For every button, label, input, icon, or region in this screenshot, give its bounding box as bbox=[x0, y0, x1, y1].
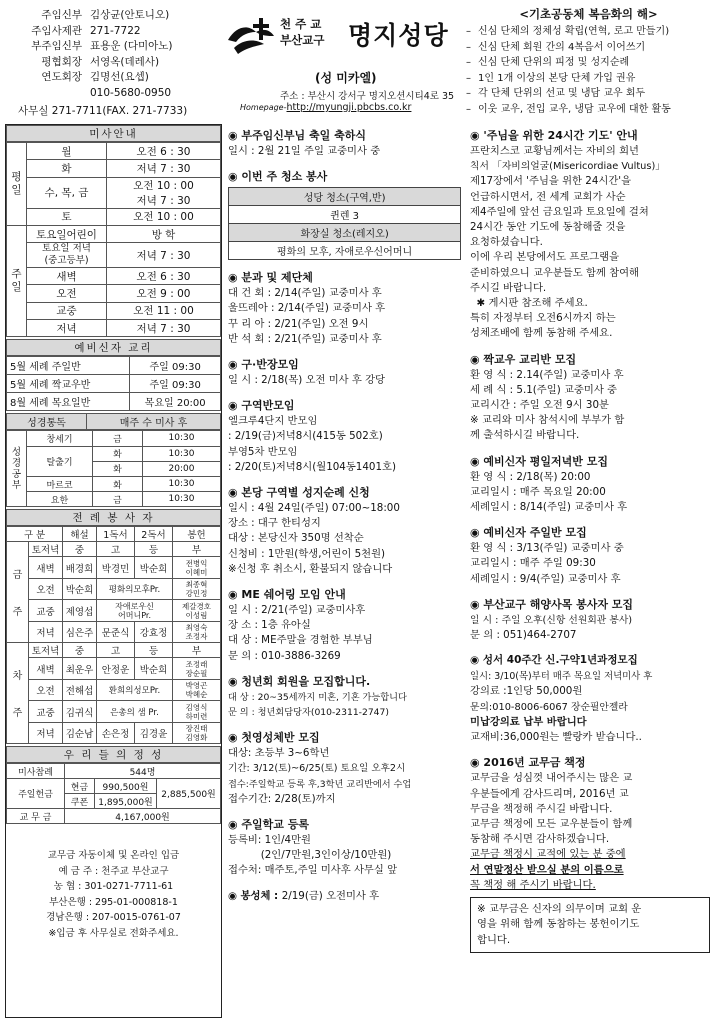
notice-district-meeting: ◉ 구역반모임 엘크루4단지 반모임 : 2/19(금)저녁8시(415동 502호) 부영5차 반모임 : 2/20(토)저녁8시(월104동1401호) bbox=[228, 399, 396, 473]
notice-sunday-school: ◉ 주일학교 등록 등록비: 1인/4만원 (2인/7만원,3인이상/10만원) 접수처: 매주토,주일 미사후 사무실 앞 bbox=[228, 818, 398, 877]
homepage-link[interactable]: http://myungji.pbcbs.co.kr bbox=[286, 102, 412, 113]
bank-transfer-info: 교무금 자동이체 및 온라인 입금 예 금 주 : 천주교 부산교구 농 협 : 301-0271-7711-61 부산은행 : 295-01-000818-1 경남은행 : 207-0015-0761-07 ※입금 후 사무실로 전화주세요. bbox=[46, 850, 181, 939]
staff-row: 연도회장 김명선(요셉) bbox=[41, 71, 149, 83]
bible-study-table bbox=[6, 430, 221, 507]
left-info-column bbox=[5, 124, 222, 1018]
table-row: 성 경 공 부 창세기 금 10:30 bbox=[7, 431, 221, 446]
table-row: 교중 오전 11 : 00 bbox=[7, 302, 221, 319]
motto-item: – 이웃 교우, 전입 교우, 냉담 교우에 대한 활동 bbox=[466, 103, 671, 115]
org-line-diocese: 부산교구 bbox=[280, 33, 325, 47]
middle-notice-column bbox=[228, 124, 466, 914]
table-row: 차 주 토저녁 중 고 등 부 bbox=[7, 643, 221, 658]
table-row: 토요일 저녁 (중고등부) 저녁 7 : 30 bbox=[7, 243, 221, 268]
yearly-motto bbox=[466, 6, 711, 118]
office-phone: 사무실 271-7711(FAX. 271-7733) bbox=[18, 105, 188, 117]
cleaning-table: 성당 청소(구역,반) 퀸렌 3 화장실 청소(레지오) 평화의 모후, 자애로우신어머니 bbox=[228, 187, 461, 260]
table-row: 5월 세례 주일반 주일 09:30 bbox=[7, 357, 221, 375]
catechism-table bbox=[6, 356, 221, 411]
motto-item: – 신심 단체의 정체성 확립(연혁, 로고 만들기) bbox=[466, 26, 670, 37]
weekday-label: 평 일 bbox=[7, 143, 27, 226]
notice-couple-catechism: ◉ 짝교우 교리반 모집 환 영 식 : 2.14(주일) 교중미사 후 세 례 식 : 5.1(주일) 교중미사 중 교리시간 : 주일 오전 9시 30분 ※ 교리와 미사 참석시에 부부가 함 께 출석하시길 바랍니다. bbox=[470, 352, 625, 442]
table-row: 새벽 최운우 안정운 박순희 조정래 장순필 bbox=[7, 658, 221, 680]
parish-name: 명지성당 bbox=[348, 21, 449, 50]
staff-row: 부주임신부 표용운 (다미아노) bbox=[31, 40, 173, 52]
catechism-title: 예비신자 교리 bbox=[6, 339, 221, 356]
table-row: 오전 오전 9 : 00 bbox=[7, 285, 221, 302]
table-row: 탈출기 화 10:30 bbox=[7, 446, 221, 461]
notice-pilgrimage: ◉ 본당 구역별 성지순례 신청 일시 : 4월 24일(주일) 07:00~18:00 장소 : 대구 한티성지 대상 : 본당신자 350명 선착순 신청비 : 1만원(학생,어린이 5천원) ※신청 후 취소시, 환불되지 않습니다 bbox=[228, 486, 400, 575]
org-line-catholic: 천 주 교 bbox=[280, 17, 322, 31]
offerings-title: 우 리 들 의 정 성 bbox=[6, 746, 221, 763]
table-row: 화 저녁 7 : 30 bbox=[7, 160, 221, 177]
notice-feast-celebration: ◉ 부주임신부님 축일 축하식 일시 : 2월 21일 주일 교중미사 중 bbox=[228, 129, 381, 157]
dove-cross-logo-icon bbox=[226, 14, 276, 58]
motto-item: – 신심 단체 회원 간의 4복음서 이어쓰기 bbox=[466, 41, 646, 53]
table-row: 요한 금 10:30 bbox=[7, 492, 221, 507]
altar-servers-table bbox=[6, 526, 221, 744]
notice-maritime-ministry: ◉ 부산교구 해양사목 봉사자 모집 일 시 : 주일 오후(신항 선원회관 봉사) 문 의 : 051)464-2707 bbox=[470, 597, 634, 642]
notice-home-communion: ◉ 봉성체 : 2/19(금) 오전미사 후 bbox=[228, 889, 380, 902]
table-row: 오전 전해섭 환희의성모Pr. 박영곤 박혜순 bbox=[7, 679, 221, 701]
table-row: 미사참례 544명 bbox=[7, 764, 221, 779]
patron-saint: (성 미카엘) bbox=[315, 71, 377, 85]
offerings-table bbox=[6, 763, 221, 824]
table-row: 새벽 배경희 박경민 박순희 전병익 이혜미 bbox=[7, 557, 221, 579]
staff-directory bbox=[4, 8, 214, 118]
mass-guide-title: 미사안내 bbox=[6, 125, 221, 142]
notice-tithe-pledge: ◉ 2016년 교무금 책정 교무금을 성심껏 내어주시는 많은 교 우분들에게 감사드리며, 2016년 교 무금을 책정해 주시길 바랍니다. 교무금 책정에 모든 교우분들이 함께 동참해 주시면 감사하겠습니다. 교무금 책정시 교적에 있는 분 중에 서 연말정산 받으실 분의 이름으로 꼭 책정 해 주시기 바랍니다. ※ 교무금은 신자의 의무이며 교회 운 영을 위해 함께 동참하는 봉헌이기도 합니다. bbox=[470, 755, 710, 953]
table-row: 교중 김귀식 은총의 샘 Pr. 김영식 하미련 bbox=[7, 701, 221, 723]
table-row: 저녁 김순남 손은정 김경윤 장진태 김영화 bbox=[7, 722, 221, 744]
table-row: 구 분 해설 1독서 2독서 봉헌 bbox=[7, 527, 221, 542]
table-row: 교중 제영섭 자애로우신 어머니Pr. 제갈경호 이성림 bbox=[7, 600, 221, 622]
table-row: 저녁 심은주 문준식 강효정 최영숙 조정자 bbox=[7, 621, 221, 643]
staff-row: 010-5680-0950 bbox=[90, 86, 172, 99]
altar-servers-title: 전 례 봉 사 자 bbox=[6, 509, 221, 526]
motto-item: – 각 단체 단위의 선교 및 냉담 교우 회두 bbox=[466, 88, 646, 100]
bulletin-header bbox=[4, 2, 711, 120]
homepage-label: Homepage- bbox=[240, 103, 287, 112]
notice-bible-course: ◉ 성서 40주간 신.구약1년과정모집 일시: 3/10(목)부터 매주 목요일 저녁미사 후 강의료 :1인당 50,000원 문의:010-8006-6067 장순필안젤라 미납강의료 납부 바랍니다 교재비:36,000원는 빨랑카 받습니다.. bbox=[470, 654, 653, 744]
bible-reading-header: 성경통독 매주 수 미사 후 bbox=[6, 413, 221, 430]
table-row: 쿠폰 1,895,000원 bbox=[7, 794, 221, 809]
notice-youth-group: ◉ 청년회 회원을 모집합니다. 대 상 : 20~35세까지 미혼, 기혼 가능합니다 문 의 : 청년회담당자(010-2311-2747) bbox=[228, 674, 407, 719]
notice-me-sharing: ◉ ME 쉐어링 모임 안내 일 시 : 2/21(주일) 교중미사후 장 소 : 1층 유아실 대 상 : ME주말을 경험한 부부님 문 의 : 010-3886-3269 bbox=[228, 588, 373, 662]
table-row: 토 오전 10 : 00 bbox=[7, 208, 221, 225]
notice-leaders-meeting: ◉ 구·반장모임 일 시 : 2/18(목) 오전 미사 후 강당 bbox=[228, 358, 386, 387]
table-row: 교 무 금 4,167,000원 bbox=[7, 809, 221, 824]
table-row: 5월 세례 짝교우반 주일 09:30 bbox=[7, 375, 221, 393]
notice-first-communion: ◉ 첫영성체반 모집 대상: 초등부 3~6학년 기간: 3/12(토)~6/25(토) 토요일 오후2시 접수:주일학교 등록 후,3학년 교리반에서 수업 접수기간: 2/28(토)까지 bbox=[228, 731, 412, 805]
sunday-label: 주 일 bbox=[7, 225, 27, 336]
right-notice-column bbox=[470, 124, 710, 963]
notice-weekday-catechumen: ◉ 예비신자 평일저녁반 모집 환 영 식 : 2/18(목) 20:00 교리일시 : 매주 목요일 20:00 세례일시 : 8/14(주일) 교중미사 후 bbox=[470, 454, 628, 514]
bible-study-label: 성 경 공 부 bbox=[7, 431, 27, 507]
table-row: 수, 목, 금 오전 10 : 00 bbox=[7, 177, 221, 193]
table-row: 8월 세례 목요일반 목요일 20:00 bbox=[7, 393, 221, 411]
notice-sunday-catechumen: ◉ 예비신자 주일반 모집 환 영 식 : 3/13(주일) 교중미사 중 교리일시 : 매주 주일 09:30 세례일시 : 9/4(주일) 교중미사 후 bbox=[470, 526, 624, 585]
notice-groups: ◉ 분과 및 제단체 대 건 회 : 2/14(주일) 교중미사 후 울뜨레아 : 2/14(주일) 교중미사 후 꾸 리 아 : 2/21(주일) 오전 9시 반 석 회 : 2/21(주일) 교중미사 후 bbox=[228, 271, 386, 345]
table-row: 새벽 오전 6 : 30 bbox=[7, 268, 221, 285]
table-row: 마르코 화 10:30 bbox=[7, 476, 221, 491]
motto-item: – 1인 1개 이상의 본당 단체 가입 권유 bbox=[466, 72, 636, 84]
staff-row: 평협회장 서영옥(데레사) bbox=[41, 55, 160, 68]
parish-address: 주소 : 부산시 강서구 명지오션시티4로 35 bbox=[280, 91, 455, 102]
tithe-note-box: ※ 교무금은 신자의 의무이며 교회 운 영을 위해 함께 동참하는 봉헌이기도 합니다. bbox=[470, 897, 710, 954]
motto-title: <기초공동체 복음화의 해> bbox=[519, 7, 658, 21]
table-row: 주 일 토요일어린이 방 학 bbox=[7, 225, 221, 242]
table-row: 저녁 7 : 30 bbox=[7, 193, 221, 209]
table-row: 금 주 토저녁 중 고 등 부 bbox=[7, 542, 221, 557]
staff-row: 주임사제관 271-7722 bbox=[31, 24, 141, 37]
table-row: 오전 박순희 평화의모후Pr. 최종혁 강민정 bbox=[7, 578, 221, 600]
table-row: 주일헌금 현금 990,500원 2,885,500원 bbox=[7, 779, 221, 794]
homepage bbox=[240, 102, 411, 113]
notice-cleaning: ◉ 이번 주 청소 봉사 성당 청소(구역,반) 퀸렌 3 화장실 청소(레지오) 평화의 모후, 자애로우신어머니 bbox=[228, 169, 466, 260]
mass-schedule-table bbox=[6, 142, 221, 337]
table-row: 평 일 월 오전 6 : 30 bbox=[7, 143, 221, 160]
table-row: 저녁 저녁 7 : 30 bbox=[7, 320, 221, 337]
table-row: 화 20:00 bbox=[7, 461, 221, 476]
motto-item: – 신심 단체 단위의 피정 및 성지순례 bbox=[466, 57, 630, 69]
staff-row: 주임신부 김상균(안토니오) bbox=[41, 9, 170, 21]
notice-24h-prayer: ◉ '주님을 위한 24시간 기도' 안내 프란치스코 교황님께서는 자비의 희년 칙서 「자비의얼굴(Misericordiae Vultus)」 제17장에서 '주님을 위한 24시간'을 언급하시면서, 전 세계 교회가 사순 제4주일에 앞선 금요일과 토요일에 걸쳐 24시간 동안 기도에 동참해줄 것을 요청하셨습니다. 이에 우리 본당에서도 프로그램을 준비하였으니 교우분들도 함께 참여해 주시길 바랍니다. ✱ 게시판 참조해 주세요. 특히 자정부터 오전6시까지 하는 성체조배에 함께 동참해 주세요. bbox=[470, 129, 666, 340]
parish-logo-block bbox=[220, 2, 465, 120]
